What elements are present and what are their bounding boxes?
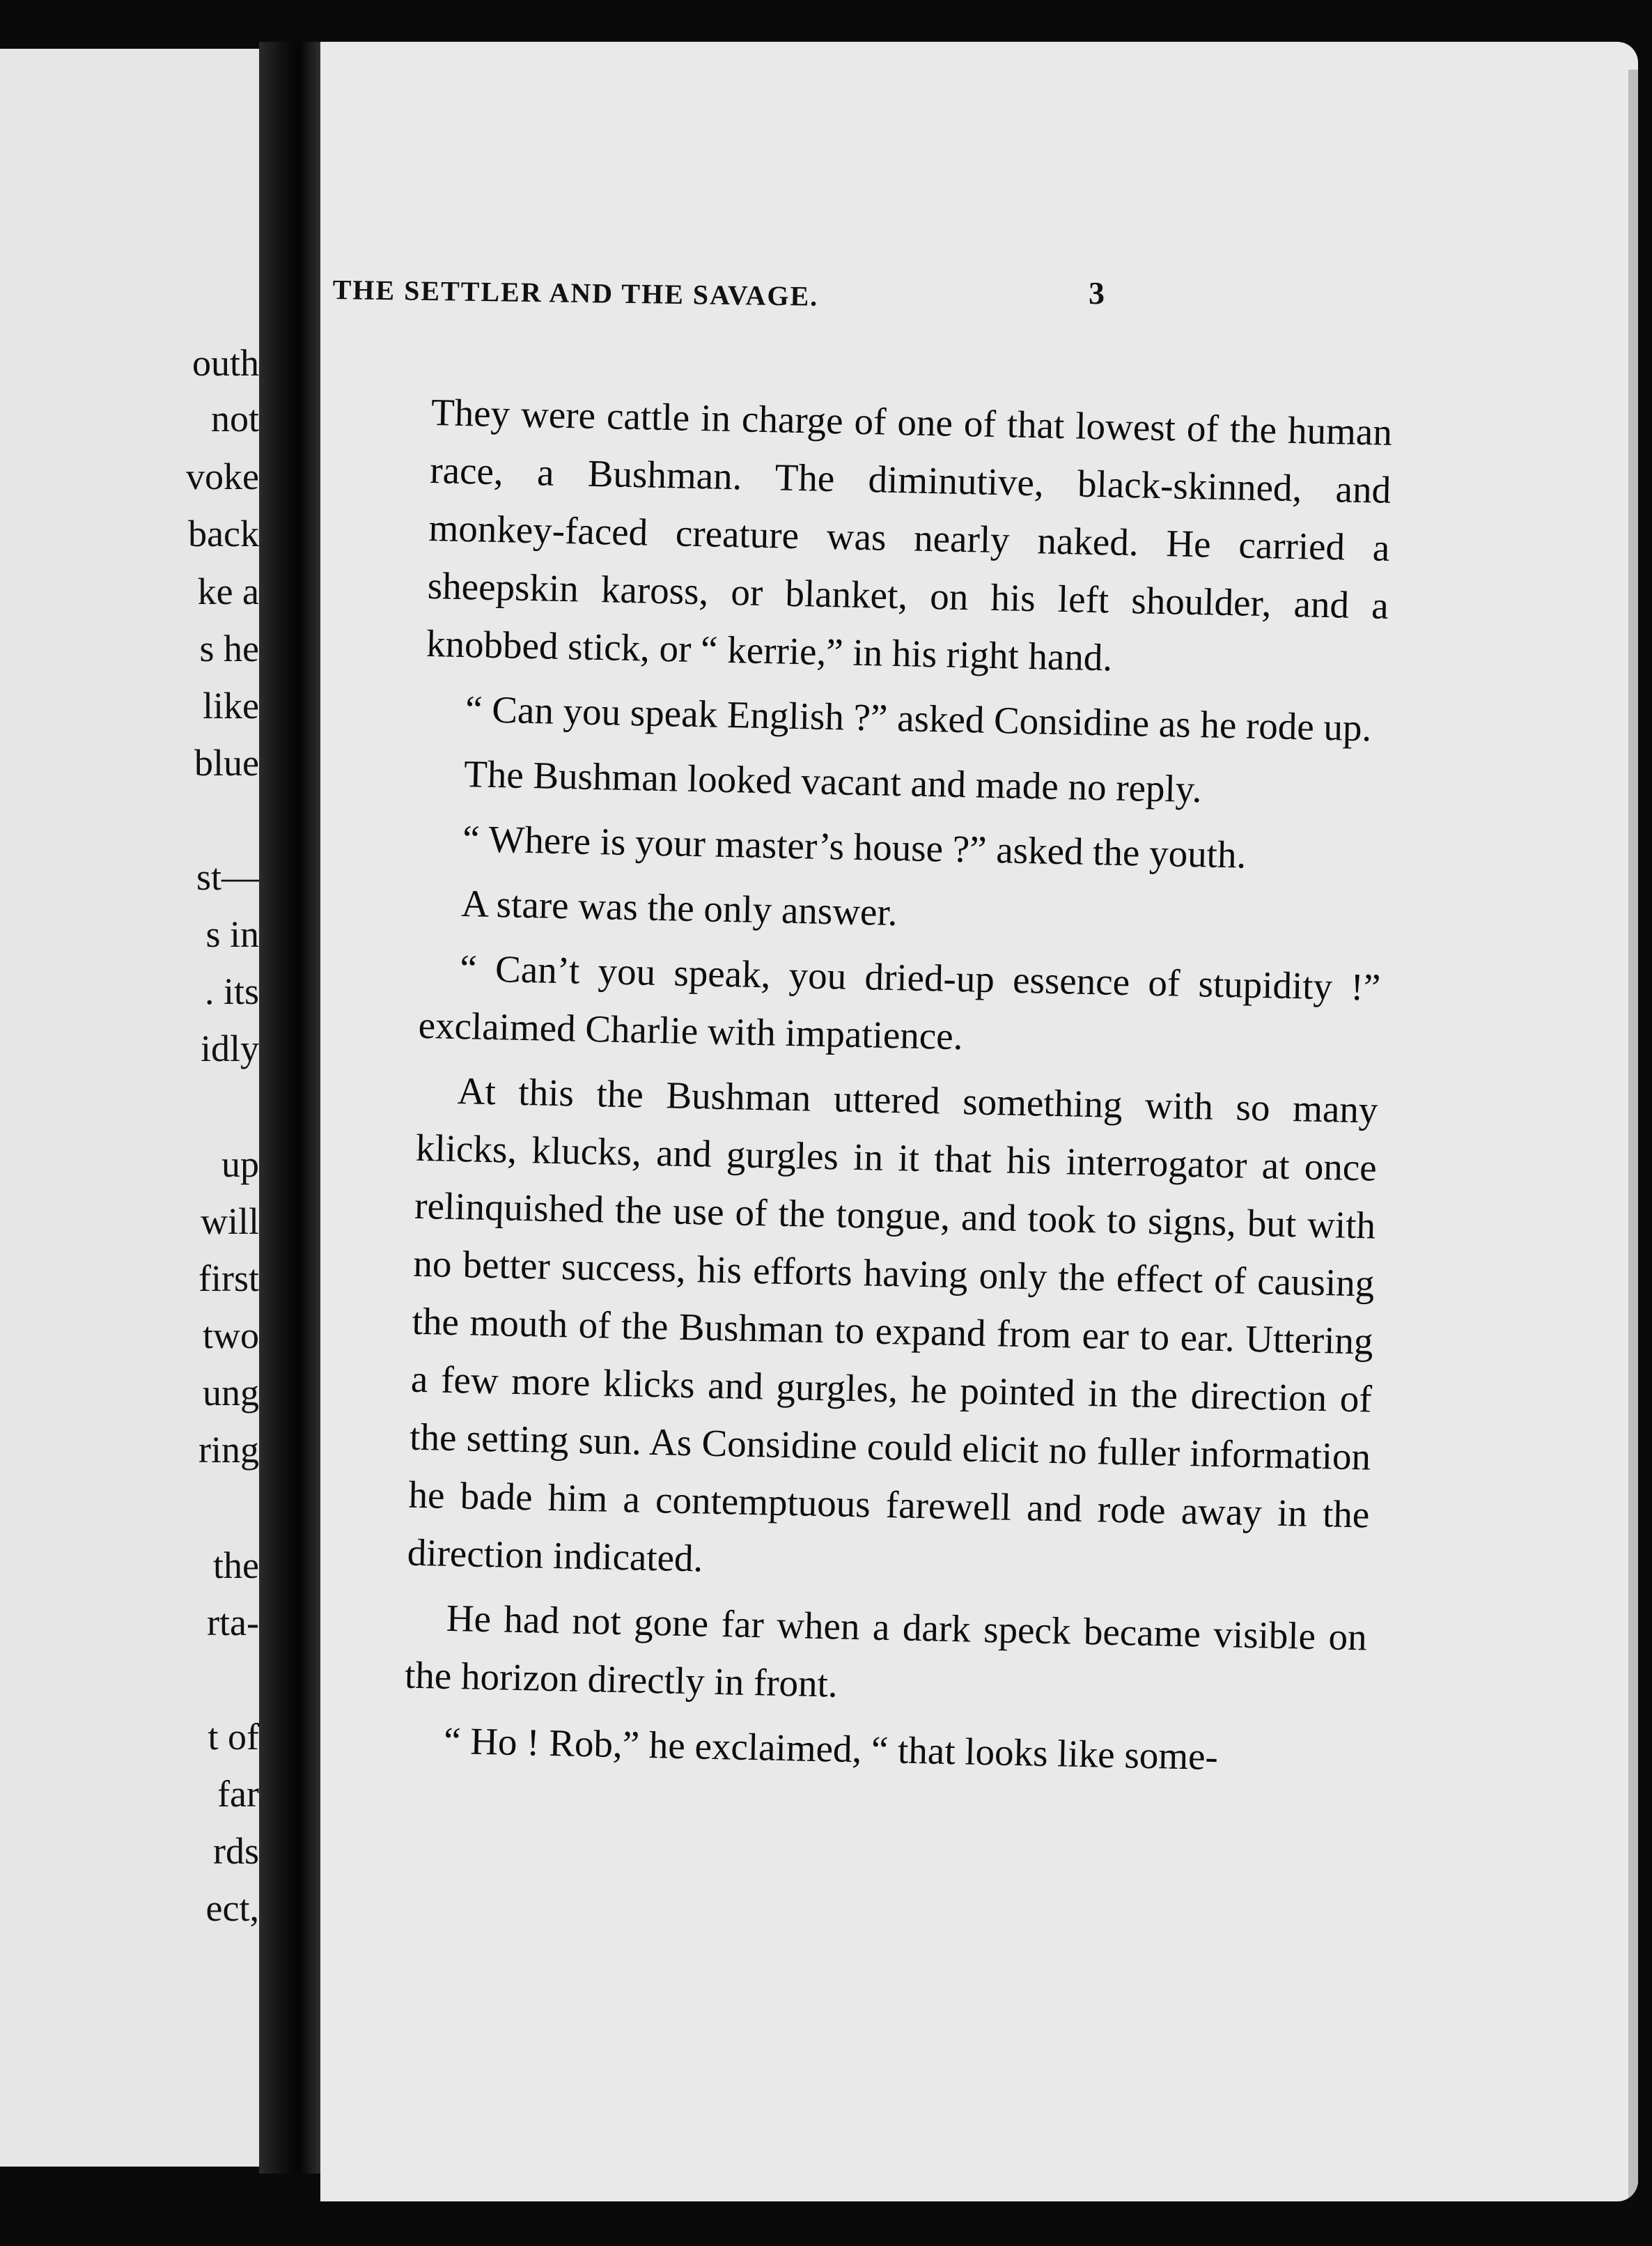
page-number: 3 — [1089, 275, 1105, 311]
left-line: will — [200, 1200, 259, 1242]
left-line: s in — [205, 913, 259, 955]
paragraph: The Bushman looked vacant and made no reply. — [463, 752, 1203, 811]
left-line: rds — [213, 1830, 259, 1872]
left-line: far — [217, 1773, 259, 1815]
left-line: ung — [203, 1372, 259, 1414]
left-line: blue — [194, 742, 259, 784]
paragraph: “ Can you speak English ?” asked Considine as he rode up. — [465, 688, 1372, 750]
paragraph: They were cattle in charge of one of that lowest of the human race, a Bushman. The diminutive, black-skinned, and monkey-faced creature was nearly naked. He carried a sheepskin kaross, or blanket, on his left shoulder, and a knobbed stick, or “ kerrie,” in his right hand. — [426, 390, 1393, 679]
left-line: idly — [200, 1028, 259, 1069]
paragraph: “ Where is your master’s house ?” asked the youth. — [462, 817, 1247, 876]
paragraph: “ Ho ! Rob,” he exclaimed, “ that looks like some- — [443, 1719, 1219, 1779]
left-line: two — [203, 1315, 259, 1356]
page-edge — [1628, 70, 1638, 2201]
left-page-fragment — [0, 49, 259, 2167]
right-page — [320, 42, 1638, 2201]
left-line: t of — [208, 1716, 259, 1758]
left-line: ring — [198, 1429, 259, 1471]
paragraph: A stare was the only answer. — [460, 882, 898, 934]
left-line: the — [213, 1544, 259, 1586]
book-gutter — [259, 42, 326, 2174]
body-text — [403, 383, 1393, 1795]
paragraph: “ Can’t you speak, you dried-up essence of stupidity !” exclaimed Charlie with impatience. — [418, 947, 1381, 1058]
left-line: first — [198, 1257, 259, 1299]
left-line: up — [221, 1143, 259, 1185]
left-line: back — [188, 513, 259, 555]
running-head: THE SETTLER AND THE SAVAGE. — [332, 273, 819, 312]
left-line: not — [210, 398, 259, 440]
left-line: rta- — [207, 1602, 259, 1643]
left-line: like — [203, 685, 259, 727]
left-line: st— — [196, 856, 259, 898]
paragraph: At this the Bushman uttered something with so many klicks, klucks, and gurgles in it that his interrogator at once relinquished the use of the tongue, and took to signs, but with no better success, his efforts having only the effect of causing the mouth of the Bushman to expand from ear to ear. Uttering a few more klicks and gurgles, he pointed in the direction of the setting sun. As Considine could elicit no fuller information he bade him a contemptuous farewell and rode away in the direction indicated. — [407, 1069, 1379, 1580]
left-page-text — [0, 49, 259, 2167]
left-line: s he — [199, 628, 259, 669]
left-line: ect, — [205, 1887, 259, 1929]
left-line: outh — [192, 342, 259, 384]
left-line: . its — [204, 970, 259, 1012]
left-line: voke — [186, 456, 259, 497]
left-line: ke a — [197, 571, 259, 612]
paragraph: He had not gone far when a dark speck became visible on the horizon directly in front. — [404, 1596, 1368, 1705]
